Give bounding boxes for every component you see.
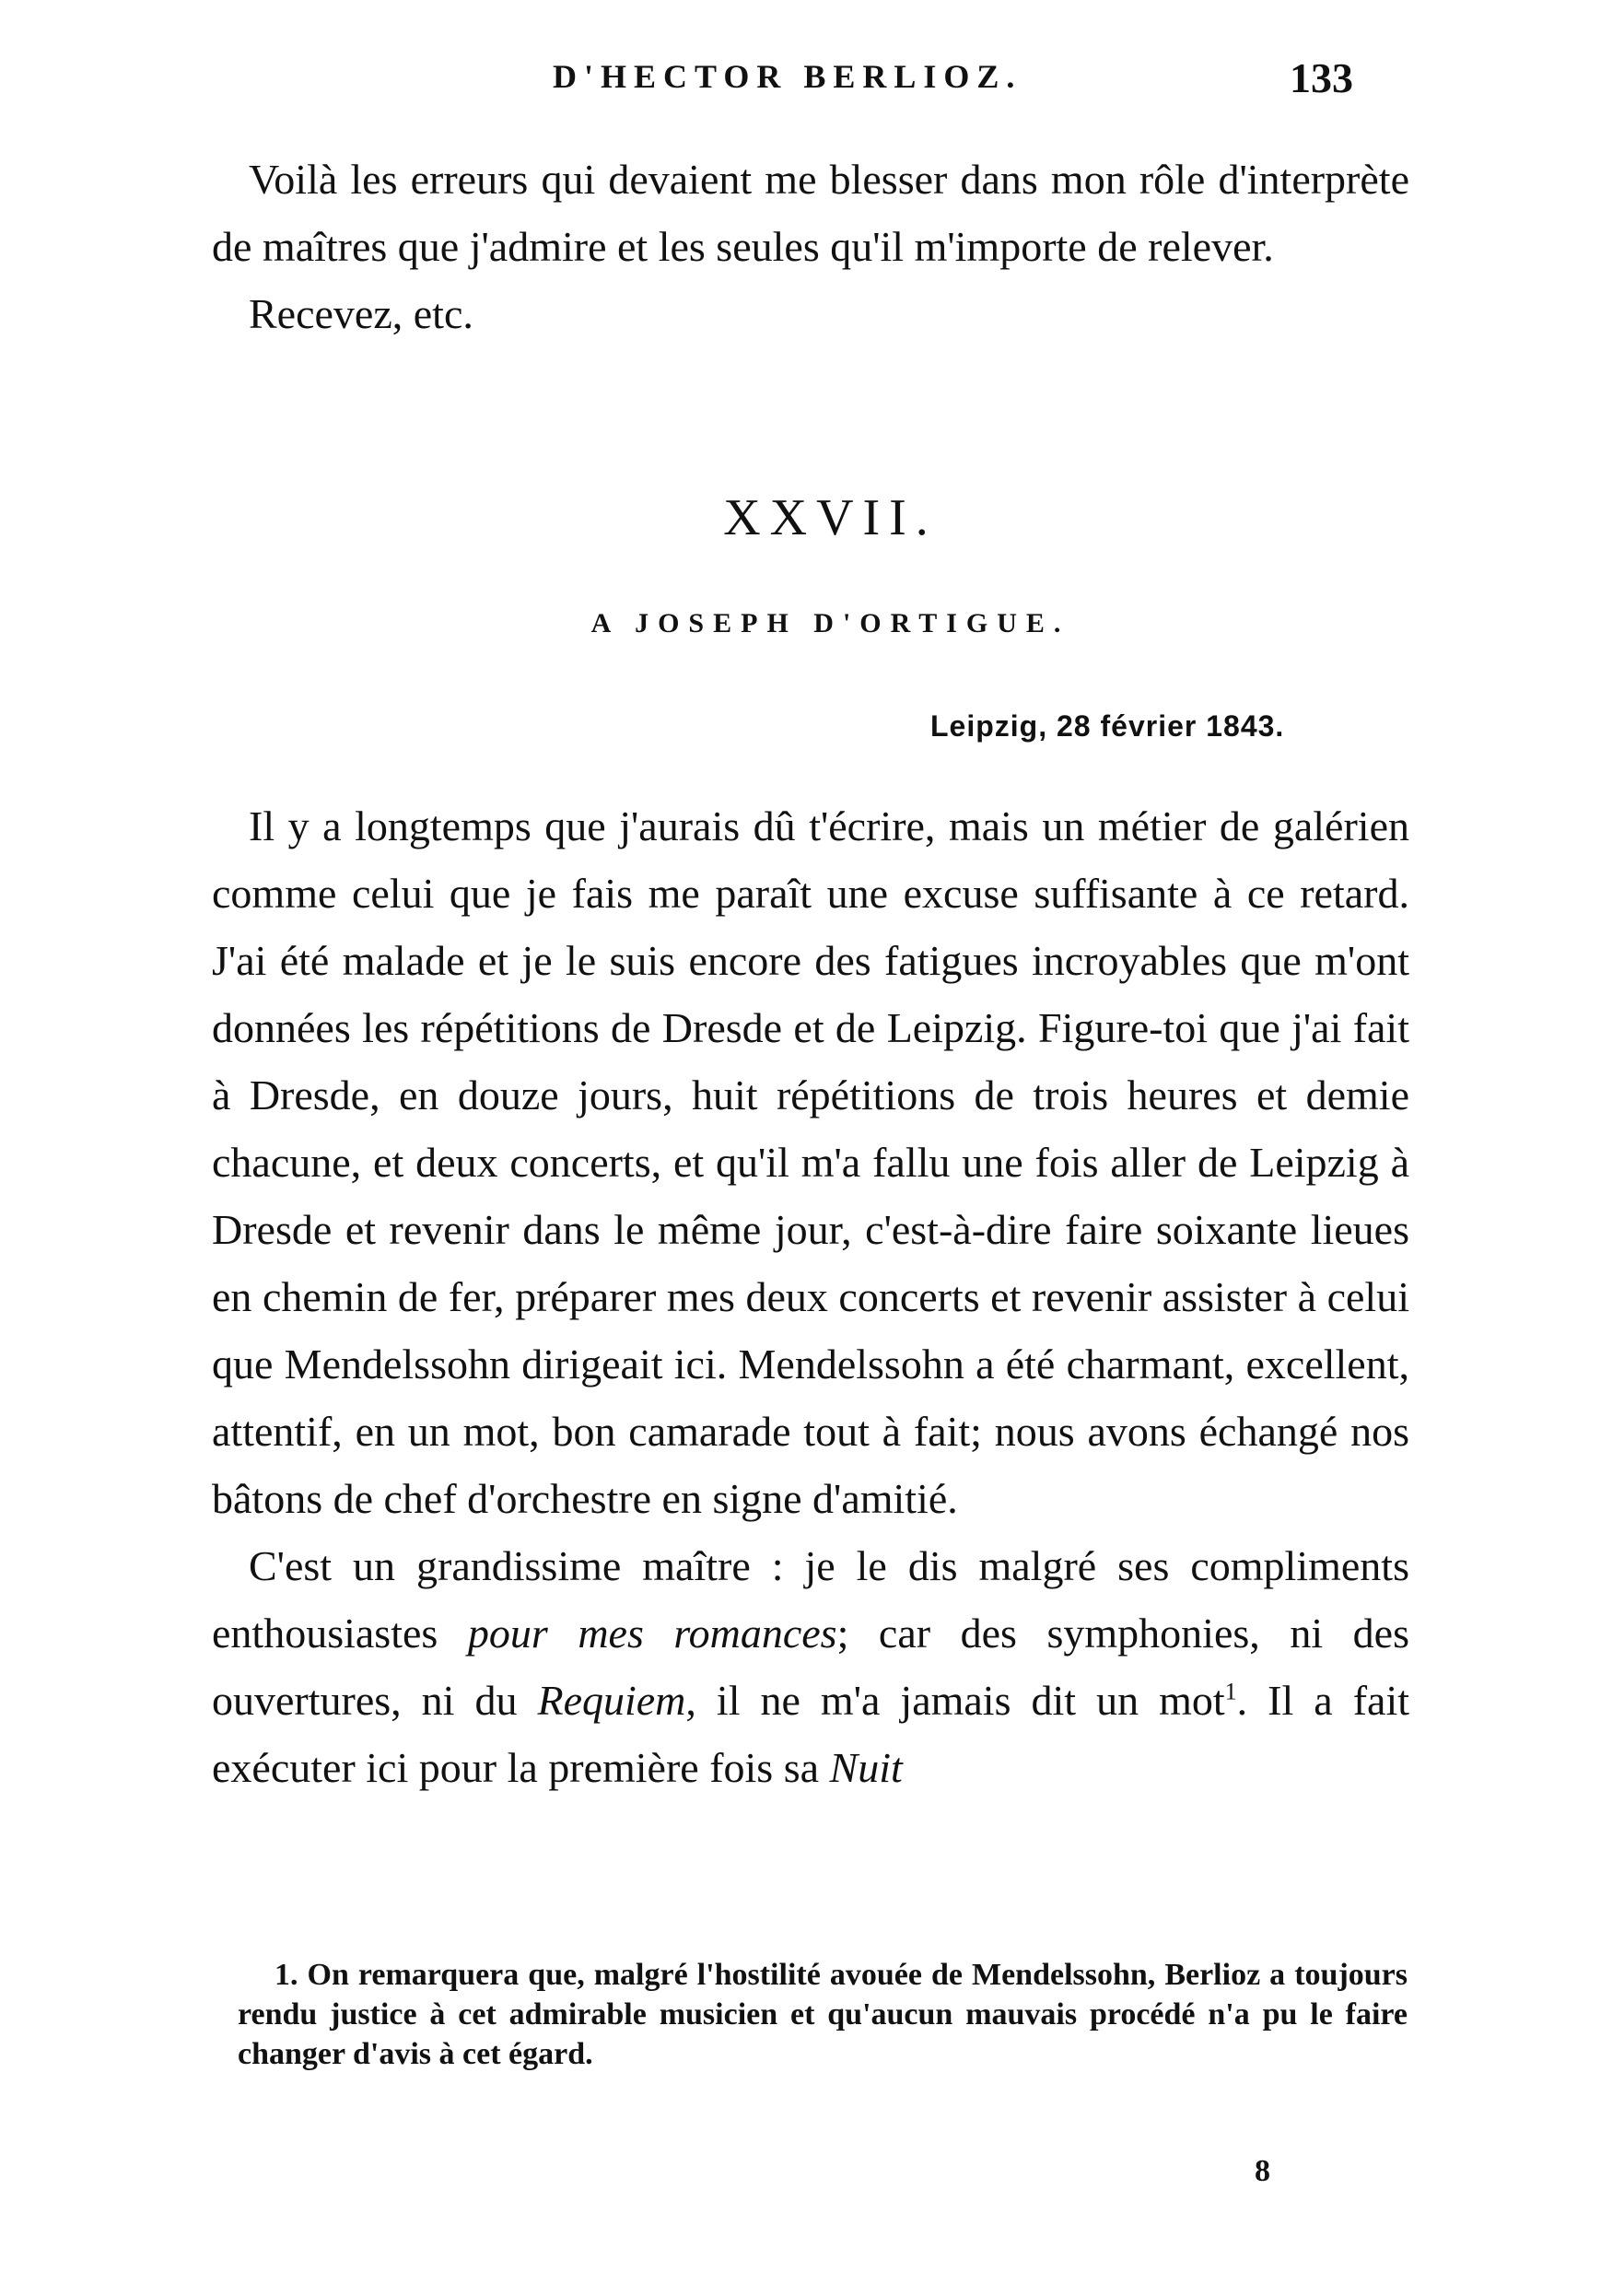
previous-letter-ending [212,146,1409,347]
closing-paragraph: Voilà les erreurs qui devaient me blesser dans mon rôle d'interprète de maîtres que j'admire et les seules qu'il m'importe de relever. [212,156,1409,270]
footnote [238,1955,1408,2074]
paragraph-2-italic-2: Requiem [537,1677,686,1724]
paragraph-2-text-2: ; car des symphonies, ni des ouvertures, ni du [212,1610,1410,1724]
running-head: D'HECTOR BERLIOZ. [553,58,1022,95]
paragraph-2-text-3: , il ne m'a jamais dit un mot [685,1677,1225,1724]
letter-dateline: Leipzig, 28 février 1843. [930,709,1285,743]
letter-body [212,792,1409,1801]
letter-addressee: A JOSEPH D'ORTIGUE. [590,608,1070,638]
paragraph-2-italic-1: pour mes romances [467,1610,837,1657]
signature-mark: 8 [1255,2154,1270,2188]
letter-paragraph-1: Il y a longtemps que j'aurais dû t'écrire, mais un métier de galérien comme celui que je fais me paraît une excuse suffisante à ce retard. J'ai été malade et je le suis encore des fatigues incroyables que m'ont données les répétitions de Dresde et de Leipzig. Figure-toi que j'ai fait à Dresde, en douze jours, huit répétitions de trois heures et demie chacune, et deux concerts, et qu'il m'a fallu une fois aller de Leipzig à Dresde et revenir dans le même jour, c'est-à-dire faire soixante lieues en chemin de fer, préparer mes deux concerts et revenir assister à celui que Mendelssohn dirigeait ici. Mendelssohn a été charmant, excellent, attentif, en un mot, bon camarade tout à fait; nous avons échangé nos bâtons de chef d'orchestre en signe d'amitié. [212,802,1409,1522]
paragraph-2-text-4: . Il a fait exécuter ici pour la première fois sa [212,1677,1410,1791]
closing-salutation: Recevez, etc. [249,290,473,337]
page-number: 133 [1290,54,1353,101]
letter-number: XXVII. [723,489,938,546]
paragraph-2-text-1: C'est un grandissime maître : je le dis malgré ses compliments enthousiastes [212,1542,1409,1657]
footnote-reference[interactable]: 1 [1224,1678,1237,1705]
footnote-text: 1. On remarquera que, malgré l'hostilité avouée de Mendelssohn, Berlioz a toujours rendu justice à cet admirable musicien et qu'aucun mauvais procédé n'a pu le faire changer d'avis à cet égard. [238,1958,1408,2071]
paragraph-2-italic-3: Nuit [829,1744,903,1791]
letter-paragraph-2 [212,1532,1409,1801]
